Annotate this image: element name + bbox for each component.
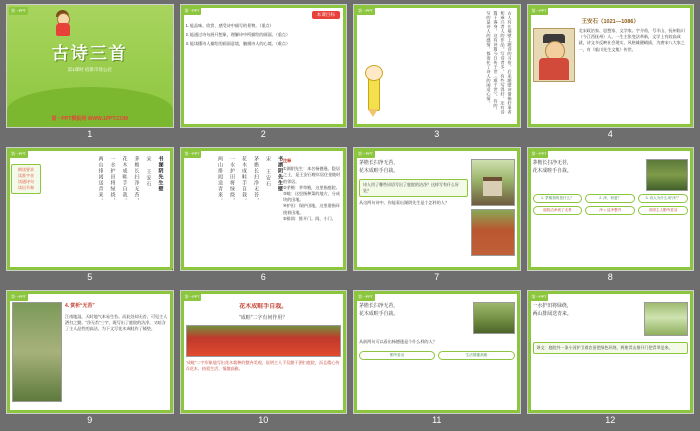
slide-6[interactable]	[180, 147, 348, 271]
slide-9-body	[12, 302, 168, 409]
slide-12[interactable]	[527, 290, 695, 414]
poem-line: 一水护田将绿绕，	[109, 156, 116, 204]
objective-list	[186, 23, 342, 123]
student-illustration	[53, 9, 75, 39]
slide-number: 3	[434, 129, 440, 139]
objective-item: 3. 能读懂诗人描绘的画面意境，触摸诗人的心境。（难点）	[185, 41, 290, 47]
watermark-badge: 第一PPT	[11, 294, 26, 299]
reading-tip: 朗读要求	[18, 167, 34, 172]
notes-panel	[283, 158, 341, 266]
watermark-badge: 第一PPT	[531, 8, 547, 13]
watermark-badge: 第一PPT	[184, 8, 200, 13]
answer-pill[interactable]: 生活情趣高雅	[438, 351, 514, 360]
slide-cell-6[interactable]	[180, 147, 348, 286]
section-title: 4. 赏析“无苔”	[65, 303, 95, 309]
reading-tip: 读准字音	[18, 173, 34, 178]
author-name: 王安石（1021—1086）	[581, 19, 639, 25]
page-title: 古诗三首	[51, 44, 128, 63]
note-item: ④护田：保护田地。这里借指环绕着田地。	[283, 203, 340, 215]
photo-hedge	[473, 302, 515, 334]
intro-paragraph: 古人有在墙壁上题诗的习俗。后来题壁诗借指好事者和乘兴者人的作品。写诗者多，有些写得好，还有诗篇于客身，这有诗篇今日传于世（难于世）。有的，写的是诗人的感情，都寄托了诗人的闲适心情。	[486, 11, 513, 115]
poem-vertical	[41, 156, 165, 264]
slide-cell-4[interactable]	[527, 4, 695, 143]
poem-line: 茅檐长扫净无苔，	[359, 303, 399, 309]
site-footer: 第一PPT模板网 WWW.1PPT.COM	[51, 116, 128, 122]
poem-line: 花木成畦手自栽。	[241, 156, 247, 204]
author-bio: 北宋政治家、思想家、文学家。字介甫，号半山，抚州临川（今江西抚州）人。一生主张变法革新，文学上有较高成就，诗文多反映社会现实，风格雄健峭拔，为唐宋八大家之一，有《临川先生文集》传世。	[578, 28, 685, 52]
question-box: 诗人用了哪些词语写出了庭院的洁净？这样写有什么好处？	[359, 179, 468, 197]
author-profile	[533, 17, 689, 123]
poem-author: 宋 王安石	[265, 156, 271, 187]
slide-cell-12[interactable]	[527, 290, 695, 429]
watermark-badge: 第一PPT	[11, 8, 26, 13]
answer-row	[359, 351, 515, 360]
translation-box: 译文：庭院外一条小河护卫着农田把绿色环绕，两座青山推开门把青翠送来。	[533, 342, 689, 354]
slide-5[interactable]	[6, 147, 174, 271]
slide-cell-3[interactable]	[353, 4, 521, 143]
photo-terrace	[646, 159, 688, 191]
focus-question: “成畦”二字有何作用？	[239, 315, 288, 321]
poem-line: 两山排闼送青来。	[97, 156, 104, 204]
answer-pill[interactable]: 勤劳爱洁	[359, 351, 435, 360]
photo-flower-field	[471, 209, 515, 256]
watermark-badge: 第一PPT	[358, 294, 373, 299]
question-row	[533, 194, 689, 203]
poem-line: 茅檐长扫净无苔，	[133, 156, 140, 204]
poem-line: 花木成畦手自栽。	[532, 168, 572, 174]
slide-number: 10	[258, 415, 269, 425]
poem-line: 一水护田将绿绕，	[532, 303, 572, 309]
question-text: 从这两句诗中，你能看出湖阴先生是个怎样的人？	[359, 200, 449, 205]
slide-cell-1[interactable]	[6, 4, 174, 143]
photo-river-field	[644, 302, 688, 336]
slide-9[interactable]	[6, 290, 174, 414]
slide-number: 4	[607, 129, 613, 139]
objective-ribbon: 本课目标	[312, 11, 340, 19]
watermark-badge: 第一PPT	[531, 151, 547, 156]
notes-title: 注释	[283, 158, 292, 163]
poem-line: 花木成畦手自栽。	[239, 304, 288, 310]
slide-10-body	[186, 303, 342, 409]
poem-line: 两山排闼送青来。	[532, 311, 572, 317]
slide-3[interactable]	[353, 4, 521, 128]
watermark-badge: 第一PPT	[184, 294, 200, 299]
answer-pill[interactable]: 净 = 洁净整齐	[585, 206, 635, 215]
slide-4[interactable]	[527, 4, 695, 128]
slide-number: 2	[260, 129, 266, 139]
question-text: 从前两句可以看出杨德逢是个什么样的人？	[359, 339, 437, 344]
slide-cell-9[interactable]	[6, 290, 174, 429]
reading-tip: 读出节奏	[18, 185, 34, 190]
watermark-badge: 第一PPT	[358, 151, 373, 156]
poem-line: 茅檐长扫净无苔，	[253, 156, 259, 204]
poem-line: 花木成畦手自栽。	[359, 311, 399, 317]
question-pill[interactable]: 2. 净，何意？	[585, 194, 635, 203]
poem-title: 书湖阴先生壁	[277, 156, 283, 192]
slide-1-background	[7, 5, 173, 127]
poem-line: 花木成畦手自栽。	[121, 156, 128, 204]
pencil-mascot-icon	[360, 65, 386, 117]
analysis-text: 江南地湿，天时地气本易生苔。而此处却无苔，可见主人洒扫之勤。“净无苔”三字，既写出了庭院的洁净，又暗含了主人品性的高洁，为下文写花木成畦作了铺垫。	[65, 314, 168, 332]
photo-flower-bed	[186, 325, 342, 357]
slide-10[interactable]	[180, 290, 348, 414]
slide-number: 5	[87, 272, 93, 282]
slide-2[interactable]	[180, 4, 348, 128]
poem-title: 书湖阴先生壁	[157, 156, 164, 192]
watermark-badge: 第一PPT	[531, 294, 547, 299]
slide-number: 11	[432, 415, 442, 425]
question-pill[interactable]: 1. 茅檐指的是什么？	[533, 194, 583, 203]
poem-line: 花木成畦手自栽。	[359, 168, 399, 174]
slide-8[interactable]	[527, 147, 695, 271]
slide-number: 1	[87, 129, 93, 139]
slide-7[interactable]	[353, 147, 521, 271]
slide-1[interactable]	[6, 4, 174, 128]
slide-number: 8	[607, 272, 613, 282]
poem-line: 茅檐长扫净无苔，	[532, 160, 572, 166]
slide-11-body	[359, 302, 515, 409]
author-portrait	[533, 28, 575, 82]
slide-cell-2[interactable]	[180, 4, 348, 143]
slide-cell-8[interactable]	[527, 147, 695, 286]
slide-7-body	[359, 159, 515, 266]
slide-number: 9	[87, 415, 93, 425]
slide-number: 12	[605, 415, 616, 425]
page-subtitle: 第1课时 宿新市徐公店	[67, 67, 112, 72]
note-item: ⑤排闼：推开门。闼，小门。	[283, 215, 336, 221]
watermark-badge: 第一PPT	[184, 151, 200, 156]
slide-cell-7[interactable]	[353, 147, 521, 286]
slide-number: 6	[260, 272, 266, 282]
reading-tips-box	[11, 164, 41, 194]
poem-author: 宋 王安石	[145, 156, 152, 187]
answer-pill[interactable]: 庭院洁净到了无苔	[533, 206, 583, 215]
poem-line: 一水护田将绿绕，	[229, 156, 235, 204]
photo-moss-path	[12, 302, 62, 402]
poem-line: 茅檐长扫净无苔，	[359, 160, 399, 166]
slide-cell-11[interactable]	[353, 290, 521, 429]
note-item: ①湖阴先生：本名杨德逢，隐居之士，是王安石晚年居住金陵时的邻居。	[283, 166, 341, 184]
slide-cell-5[interactable]	[6, 147, 174, 286]
note-item: ②茅檐：茅草檐，这里指庭院。	[283, 184, 340, 190]
slide-12-body	[533, 302, 689, 409]
slide-cell-10[interactable]	[180, 290, 348, 429]
photo-cottage	[471, 159, 515, 206]
watermark-badge: 第一PPT	[11, 151, 26, 156]
objective-item: 2. 能通过诗句展开想象，理解诗中所描绘的画面。（重点）	[185, 32, 290, 38]
answer-row	[533, 206, 689, 215]
poem-line: 两山排闼送青来。	[217, 156, 223, 204]
answer-pill[interactable]: 说明主人勤劳爱洁	[638, 206, 688, 215]
slide-11[interactable]	[353, 290, 521, 414]
reading-tip: 读通诗句	[18, 179, 34, 184]
slide-8-body	[533, 159, 689, 266]
watermark-badge: 第一PPT	[358, 8, 373, 13]
slide-number: 7	[434, 272, 440, 282]
answer-text: “成畦”二字形象地写出花木栽种的整齐美观，说明主人不仅勤于洒扫庭院，而且精心侍弄花木，热爱生活、情趣高雅。	[185, 360, 340, 372]
question-pill[interactable]: 3. 诗人为什么用“净”？	[638, 194, 688, 203]
note-item: ③畦：这里指种菜的地方，分成块的田地。	[283, 191, 340, 203]
poem-vertical	[217, 156, 284, 264]
objective-item: 1. 能品味、欣赏、感受诗中描写的景物。（重点）	[185, 23, 274, 28]
